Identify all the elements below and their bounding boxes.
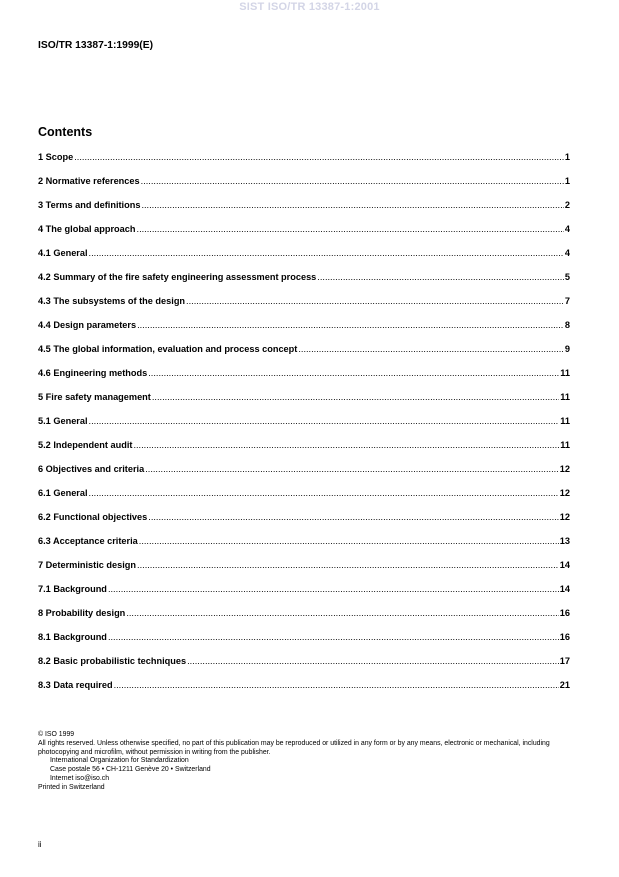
toc-entry-page: 4 <box>564 248 570 258</box>
toc-leader-dots <box>139 536 559 546</box>
toc-entry-title: 8.2 Basic probabilistic techniques <box>38 656 187 666</box>
table-of-contents <box>38 152 570 704</box>
toc-entry-page: 11 <box>560 368 570 378</box>
toc-entry-page: 1 <box>564 152 570 162</box>
toc-entry-page: 7 <box>564 296 570 306</box>
toc-entry[interactable] <box>38 224 570 248</box>
toc-entry-page: 11 <box>560 392 570 402</box>
toc-entry-title: 8.3 Data required <box>38 680 113 690</box>
toc-entry-title: 5.2 Independent audit <box>38 440 133 450</box>
toc-entry[interactable] <box>38 656 570 680</box>
toc-entry-page: 12 <box>559 488 570 498</box>
toc-entry-title: 4.2 Summary of the fire safety engineering assessment process <box>38 272 317 282</box>
toc-leader-dots <box>89 488 559 498</box>
toc-leader-dots <box>186 296 564 306</box>
toc-leader-dots <box>137 224 564 234</box>
toc-entry[interactable] <box>38 560 570 584</box>
toc-entry-page: 11 <box>560 416 570 426</box>
toc-leader-dots <box>141 200 563 210</box>
toc-entry-page: 11 <box>560 440 570 450</box>
toc-entry-page: 21 <box>559 680 570 690</box>
toc-entry[interactable] <box>38 632 570 656</box>
toc-leader-dots <box>152 392 559 402</box>
toc-entry-title: 5.1 General <box>38 416 88 426</box>
toc-entry[interactable] <box>38 680 570 704</box>
toc-leader-dots <box>89 416 560 426</box>
toc-entry[interactable] <box>38 296 570 320</box>
toc-leader-dots <box>137 320 564 330</box>
toc-entry[interactable] <box>38 416 570 440</box>
toc-leader-dots <box>108 632 559 642</box>
toc-entry-title: 6.3 Acceptance criteria <box>38 536 138 546</box>
toc-entry-page: 16 <box>559 608 570 618</box>
toc-entry-page: 16 <box>559 632 570 642</box>
toc-entry-title: 4.6 Engineering methods <box>38 368 148 378</box>
toc-entry[interactable] <box>38 536 570 560</box>
toc-entry[interactable] <box>38 488 570 512</box>
toc-leader-dots <box>148 368 559 378</box>
toc-entry-title: 6.2 Functional objectives <box>38 512 148 522</box>
copyright-notice <box>38 731 578 793</box>
toc-entry-page: 13 <box>559 536 570 546</box>
toc-entry-page: 2 <box>564 200 570 210</box>
printed-in: Printed in Switzerland <box>38 783 105 791</box>
organization-internet: Internet iso@iso.ch <box>50 774 110 782</box>
toc-entry-page: 12 <box>559 464 570 474</box>
toc-entry-title: 5 Fire safety management <box>38 392 151 402</box>
toc-leader-dots <box>187 656 559 666</box>
toc-entry[interactable] <box>38 344 570 368</box>
toc-entry-title: 4.4 Design parameters <box>38 320 137 330</box>
toc-leader-dots <box>145 464 559 474</box>
toc-entry[interactable] <box>38 320 570 344</box>
toc-entry[interactable] <box>38 464 570 488</box>
toc-entry[interactable] <box>38 584 570 608</box>
toc-entry[interactable] <box>38 392 570 416</box>
toc-entry[interactable] <box>38 200 570 224</box>
toc-entry-title: 4.5 The global information, evaluation and process concept <box>38 344 298 354</box>
toc-entry[interactable] <box>38 512 570 536</box>
toc-entry-title: 7 Deterministic design <box>38 560 137 570</box>
toc-entry-page: 17 <box>559 656 570 666</box>
toc-entry-page: 5 <box>564 272 570 282</box>
page-number: ii <box>38 840 42 849</box>
toc-entry[interactable] <box>38 368 570 392</box>
contents-heading: Contents <box>38 125 93 139</box>
toc-entry-title: 6.1 General <box>38 488 88 498</box>
copyright-line: © ISO 1999 <box>38 731 75 738</box>
toc-entry-title: 7.1 Background <box>38 584 107 594</box>
toc-leader-dots <box>137 560 559 570</box>
watermark-text: SIST ISO/TR 13387-1:2001 <box>239 1 380 13</box>
toc-leader-dots <box>108 584 559 594</box>
toc-leader-dots <box>133 440 559 450</box>
toc-entry-page: 12 <box>559 512 570 522</box>
toc-entry-title: 6 Objectives and criteria <box>38 464 145 474</box>
toc-entry-title: 4.3 The subsystems of the design <box>38 296 186 306</box>
toc-entry-page: 1 <box>564 176 570 186</box>
toc-leader-dots <box>114 680 559 690</box>
toc-entry-page: 9 <box>564 344 570 354</box>
organization-address: Case postale 56 • CH-1211 Genève 20 • Switzerland <box>50 766 211 774</box>
toc-entry[interactable] <box>38 176 570 200</box>
toc-entry-title: 4 The global approach <box>38 224 136 234</box>
toc-entry-title: 8 Probability design <box>38 608 126 618</box>
toc-entry-title: 1 Scope <box>38 152 74 162</box>
toc-entry[interactable] <box>38 272 570 296</box>
toc-leader-dots <box>74 152 564 162</box>
toc-entry[interactable] <box>38 152 570 176</box>
toc-leader-dots <box>141 176 564 186</box>
toc-leader-dots <box>126 608 558 618</box>
toc-entry[interactable] <box>38 608 570 632</box>
toc-entry-page: 14 <box>559 584 570 594</box>
toc-entry-title: 2 Normative references <box>38 176 140 186</box>
toc-leader-dots <box>298 344 564 354</box>
toc-entry-page: 4 <box>564 224 570 234</box>
toc-leader-dots <box>148 512 559 522</box>
document-identifier: ISO/TR 13387-1:1999(E) <box>38 40 154 51</box>
toc-leader-dots <box>317 272 564 282</box>
toc-entry-title: 8.1 Background <box>38 632 107 642</box>
toc-entry-title: 4.1 General <box>38 248 88 258</box>
toc-entry-title: 3 Terms and definitions <box>38 200 141 210</box>
toc-entry[interactable] <box>38 440 570 464</box>
organization-name: International Organization for Standardization <box>50 757 189 765</box>
toc-entry-page: 8 <box>564 320 570 330</box>
toc-entry-page: 14 <box>559 560 570 570</box>
toc-entry[interactable] <box>38 248 570 272</box>
toc-leader-dots <box>89 248 564 258</box>
rights-statement: All rights reserved. Unless otherwise specified, no part of this publication may be reproduced or utilized in any form or by any means, electronic or mechanical, including photocopying and microfilm, without permission in writing from the publisher. <box>38 739 550 756</box>
